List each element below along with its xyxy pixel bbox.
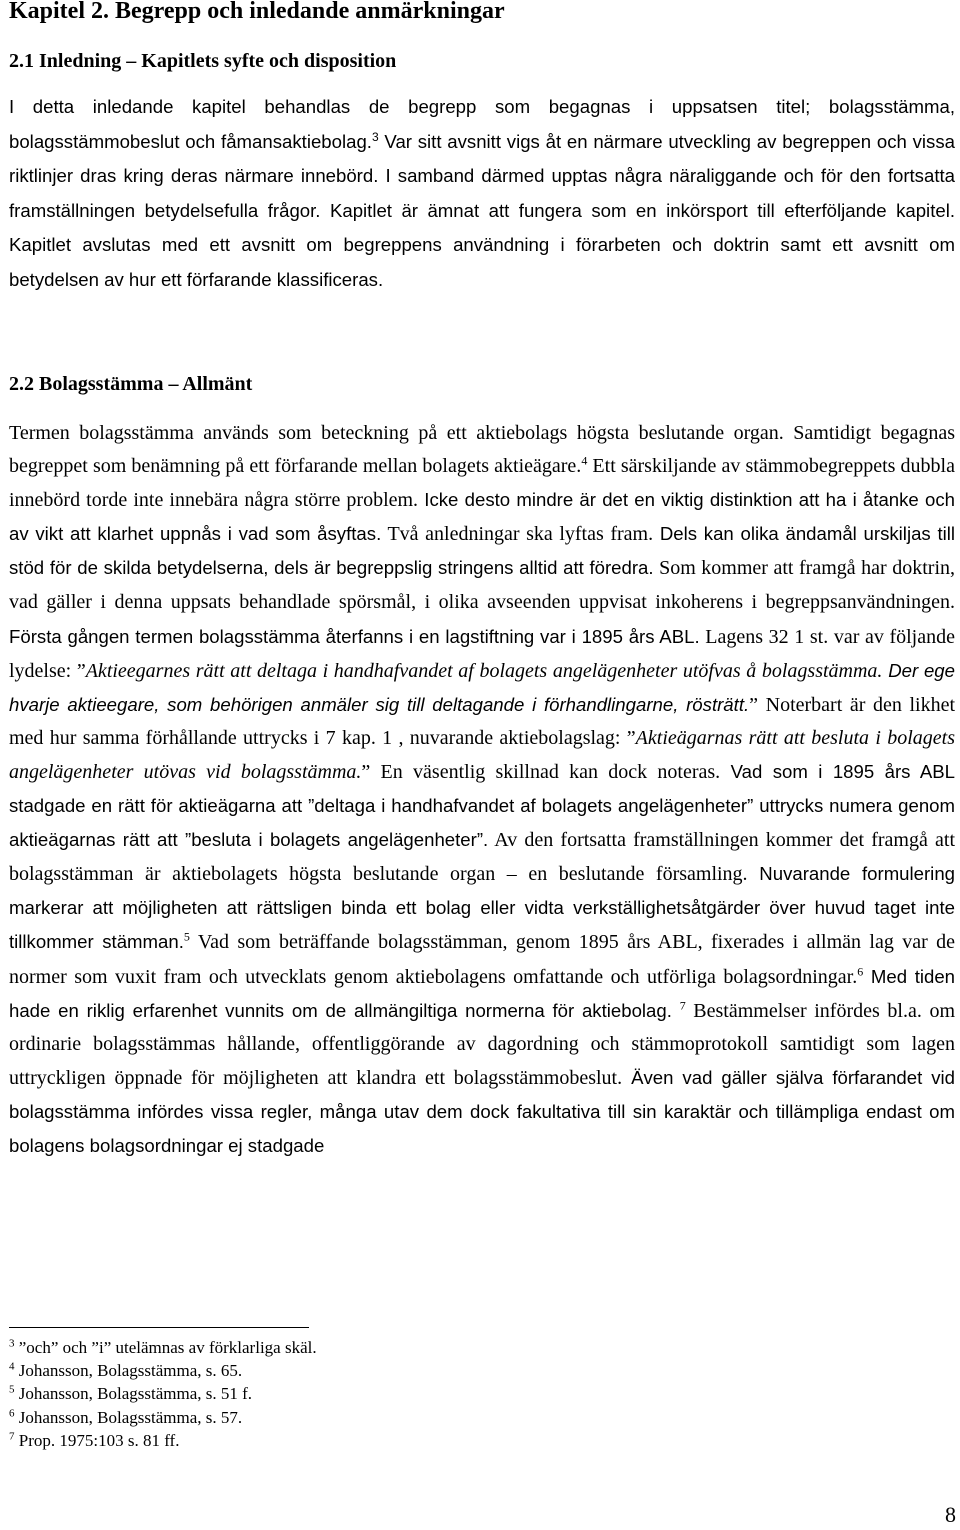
footnote-number: 4 — [9, 1360, 15, 1373]
paragraph-text: Som kommer att framgå har doktrin, vad gäller i denna uppsats behandlade spörsmål, i olika avseenden uppvisat inkoherens i begreppsanvändningen. — [9, 557, 955, 614]
paragraph-text: Av den fortsatta framställningen kommer det framgå att bolagsstämman är aktiebolagets högsta beslutande organ – en beslutande församling. — [9, 829, 956, 886]
footnote-number: 6 — [9, 1406, 15, 1419]
paragraph-text: ” En väsentlig skillnad kan dock noteras. — [361, 760, 721, 783]
page-number: 8 — [945, 1502, 956, 1527]
paragraph-text: Första gången termen bolagsstämma återfanns i en lagstiftning var i 1895 års ABL. — [9, 625, 700, 647]
paragraph-text: Bestämmelser infördes bl.a. om ordinarie bolagsstämmas hållande, offentliggörande av dagordning och stämmoprotokoll samtidigt som lagen uttryckligen öppnade för möjligheten att klandra ett bolagsstämmobeslut. — [9, 999, 955, 1089]
footnote-item — [9, 1429, 317, 1452]
footnote-ref: 6 — [857, 963, 864, 978]
footnote-item — [9, 1382, 317, 1405]
paragraph-text: Med tiden hade en riklig erfarenhet vunnits om de allmängiltiga normerna för aktiebolag. — [9, 965, 956, 1021]
footnotes — [9, 1336, 317, 1452]
section-2-2-paragraph — [9, 417, 955, 1163]
section-heading-2-2: 2.2 Bolagsstämma – Allmänt — [9, 373, 253, 395]
footnote-text: Johansson, Bolagsstämma, s. 51 f. — [18, 1384, 253, 1404]
quote-text: Aktieegarnes rätt att deltaga i handhafvandet af bolagets angelägenheter utöfvas å bolagsstämma. — [85, 659, 883, 682]
paragraph-text: Nuvarande formulering markerar att möjligheten att rättsligen binda ett bolag eller vidta verkställighetsåtgärder över huvud taget inte tillkommer stämman. — [9, 863, 955, 953]
quote-text: Aktieägarnas rätt att besluta i bolagets angelägenheter utövas vid bolagsstämma. — [9, 726, 955, 783]
paragraph-text: Två anledningar ska lyftas fram. — [381, 523, 654, 546]
chapter-title: Kapitel 2. Begrepp och inledande anmärkningar — [9, 0, 505, 24]
footnote-ref: 3 — [371, 129, 379, 144]
footnote-ref: 5 — [183, 929, 190, 944]
footnote-number: 5 — [9, 1383, 15, 1396]
footnote-divider — [9, 1327, 309, 1328]
footnote-ref: 7 — [679, 997, 686, 1012]
footnote-number: 3 — [9, 1337, 15, 1350]
section-2-1-paragraph — [9, 90, 955, 297]
paragraph-text: Lagens 32 1 st. var av följande lydelse: ” — [9, 625, 955, 682]
paragraph-text: Dels kan olika ändamål urskiljas till stöd för de skilda betydelserna, dels är begreppslig stringens alltid att föredra. — [9, 523, 956, 579]
footnote-item — [9, 1359, 317, 1382]
paragraph-text: Var sitt avsnitt vigs åt en närmare utveckling av begreppen och vissa riktlinjer dras kring deras närmare innebörd. I samband därmed upptas några näraliggande och för den fortsatta framställningen betydelsefulla frågor. Kapitlet är ämnat att fungera som en inkörsport till efterföljande kapitel. Kapitlet avslutas med ett avsnitt om begreppens användning i förarbeten och doktrin samt ett avsnitt om betydelsen av hur ett förfarande klassificeras. — [9, 130, 955, 290]
paragraph-text: I detta inledande kapitel behandlas de begrepp som begagnas i uppsatsen titel; bolagsstämma, bolagsstämmobeslut och fåmansaktiebolag. — [9, 96, 955, 152]
paragraph-text: Även vad gäller själva förfarandet vid bolagsstämma infördes vissa regler, många utav dem dock fakultativa till sin karaktär och tillämpliga endast om bolagens bolagsordningar ej stadgade — [9, 1066, 955, 1156]
footnote-item — [9, 1406, 317, 1429]
footnote-text: Prop. 1975:103 s. 81 ff. — [18, 1430, 180, 1450]
paragraph-text: Icke desto mindre är det en viktig distinktion att ha i åtanke och av vikt att klarhet uppnås i vad som åsyftas. — [9, 489, 955, 545]
footnote-number: 7 — [9, 1430, 15, 1443]
quote-text: Der ege hvarje aktieegare, som behörigen anmäler sig till deltagande i förhandlingarne, rösträtt. — [9, 659, 955, 715]
paragraph-text: Termen bolagsstämma används som beteckning på ett aktiebolags högsta beslutande organ. Samtidigt begagnas begreppet som benämning på ett förfarande mellan bolagets aktieägare. — [9, 422, 955, 478]
paragraph-text: Ett särskiljande av stämmobegreppets dubbla innebörd torde inte innebära några större problem. — [9, 455, 955, 512]
footnote-text: ”och” och ”i” utelämnas av förklarliga skäl. — [18, 1338, 317, 1357]
footnote-item — [9, 1336, 317, 1359]
footnote-ref: 4 — [581, 453, 588, 468]
section-heading-2-1: 2.1 Inledning – Kapitlets syfte och disposition — [9, 50, 397, 72]
paragraph-text: ” Noterbart är den likhet med hur samma förhållande uttrycks i 7 kap. 1 , nuvarande aktiebolagslag: ” — [9, 693, 955, 749]
paragraph-text: Vad som i 1895 års ABL stadgade en rätt för aktieägarna att ”deltaga i handhafvandet af bolagets angelägenheter” uttrycks numera genom aktieägarnas rätt att ”besluta i bolagets angelägenheter”. — [9, 760, 956, 851]
footnote-text: Johansson, Bolagsstämma, s. 65. — [18, 1361, 243, 1381]
paragraph-text: Vad som beträffande bolagsstämman, genom 1895 års ABL, fixerades i allmän lag var de normer som vuxit fram och utvecklats genom aktiebolagens omfattande och utförliga bolagsordningar. — [9, 931, 955, 988]
footnote-text: Johansson, Bolagsstämma, s. 57. — [18, 1407, 243, 1427]
